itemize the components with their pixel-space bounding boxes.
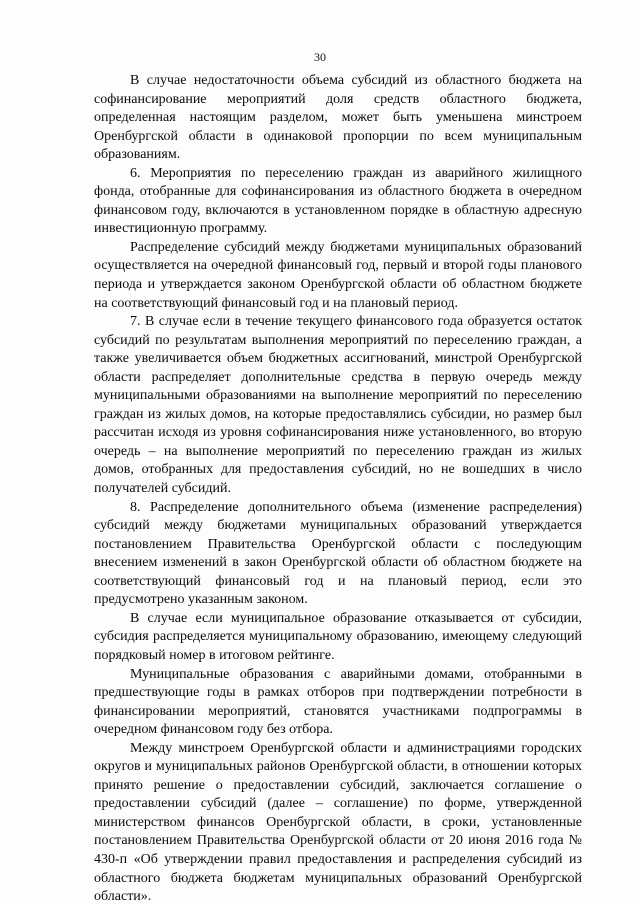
paragraph-7: Муниципальные образования с аварийными домами, отобранными в предшествующие годы в рамках отборов при подтверждении потребности в финансировании мероприятий, становятся участниками подпрограммы в очередном финансовом году без отбора. — [94, 666, 582, 738]
paragraph-6: В случае если муниципальное образование отказывается от субсидии, субсидия распределяется муниципальному образованию, имеющему следующий порядковый номер в итоговом рейтинге. — [94, 610, 582, 663]
paragraph-2: 6. Мероприятия по переселению граждан из аварийного жилищного фонда, отобранные для софинансирования из областного бюджета в очередном финансовом году, включаются в установленном порядке в областную адресную инвестиционную программу. — [94, 165, 582, 237]
paragraph-5: 8. Распределение дополнительного объема (изменение распределения) субсидий между бюджетами муниципальных образований утверждается постановлением Правительства Оренбургской области с последующим внесением изменений в закон Оренбургской области об областном бюджете на соответствующий финансовый год и на плановый период, если это предусмотрено указанным законом. — [94, 499, 582, 608]
paragraph-3: Распределение субсидий между бюджетами муниципальных образований осуществляется на очередной финансовый год, первый и второй годы планового периода и утверждается законом Оренбургской области об областном бюджете на соответствующий финансовый год и на плановый период. — [94, 239, 582, 311]
page-number: 30 — [314, 50, 326, 64]
document-body — [94, 72, 582, 907]
paragraph-1: В случае недостаточности объема субсидий из областного бюджета на софинансирование мероприятий доля средств областного бюджета, определенная настоящим разделом, может быть уменьшена минстроем Оренбургской области в одинаковой пропорции по всем муниципальным образованиям. — [94, 73, 582, 163]
paragraph-4: 7. В случае если в течение текущего финансового года образуется остаток субсидий по результатам выполнения мероприятий по переселению граждан, а также увеличивается объем бюджетных ассигнований, минстрой Оренбургской области распределяет дополнительные средства в первую очередь между муниципальными образованиями на выполнение мероприятий по переселению граждан из жилых домов, на которые предоставлялись субсидии, но размер был рассчитан исходя из уровня софинансирования ниже установленного, во вторую очередь – на выполнение мероприятий по переселению граждан из жилых домов, отобранных для предоставления субсидий, но не вошедших в число получателей субсидий. — [94, 314, 582, 497]
paragraph-8: Между минстроем Оренбургской области и администрациями городских округов и муниципальных районов Оренбургской области, в отношении которых принято решение о предоставлении субсидий, заключается соглашение о предоставлении субсидий (далее – соглашение) по форме, утвержденной министерством финансов Оренбургской области, в сроки, установленные постановлением Правительства Оренбургской области от 20 июня 2016 года № 430-п «Об утверждении правил предоставления и распределения субсидий из областного бюджета бюджетам муниципальных образований Оренбургской области». — [94, 740, 582, 905]
